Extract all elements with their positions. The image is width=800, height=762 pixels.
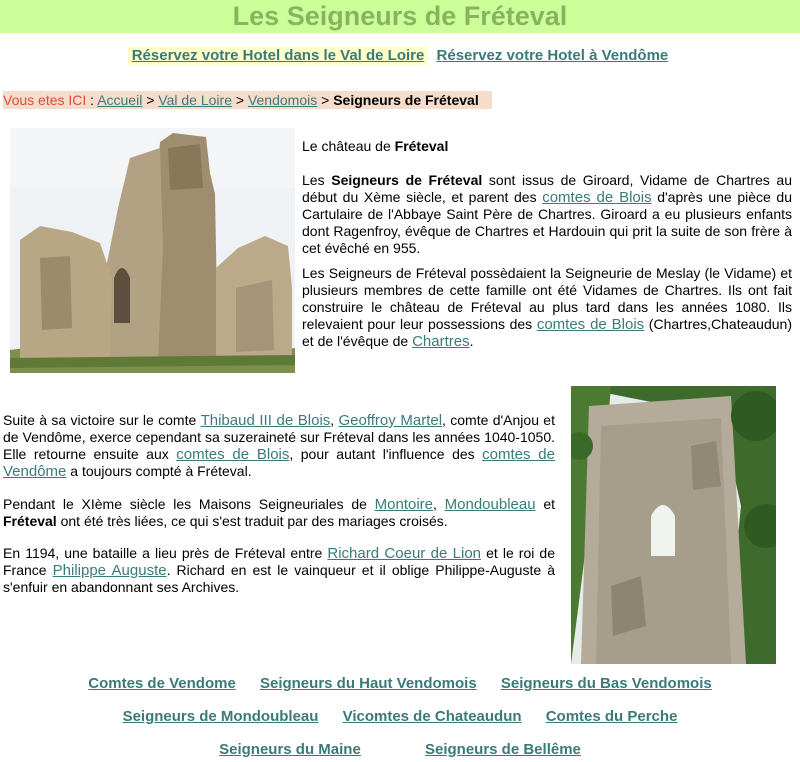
text: , [330, 412, 339, 428]
geoffroy-martel-link[interactable]: Geoffroy Martel [338, 412, 443, 429]
text: (Chartres,Chateaudun) et de l'évêque de [302, 316, 792, 349]
vicomtes-chateaudun-link[interactable]: Vicomtes de Chateaudun [342, 708, 522, 725]
mondoubleau-link[interactable]: Mondoubleau [444, 496, 536, 513]
text: a toujours compté à Fréteval. [66, 463, 252, 479]
text: d'après une pièce du Cartulaire de l'Abbaye Saint Père de Chartres. Giroard a eu plusieurs enfants dont Ragenfroy, évêque de Chartres et Hardouin qui prit la suite de son frère à cet évêché en 955. [302, 189, 792, 256]
breadcrumb-arrow: > [317, 92, 334, 108]
text: . [469, 333, 474, 349]
text: Pendant le XIème siècle les Maisons Seigneuriales de [3, 496, 375, 512]
bold-text: Seigneurs de Fréteval [331, 172, 483, 188]
seigneurs-bas-vendomois-link[interactable]: Seigneurs du Bas Vendomois [500, 675, 712, 692]
breadcrumb-vendomois[interactable]: Vendomois [247, 92, 318, 108]
comtes-de-vendome-footer-link[interactable]: Comtes de Vendome [88, 675, 236, 692]
comtes-de-vendome-link[interactable]: comtes de Vendôme [3, 446, 555, 480]
text: . Richard en est le vainqueur et il oblige Philippe-Auguste à s'enfuir en abandonnant ses Archives. [3, 562, 555, 595]
paragraph-3 [3, 412, 555, 480]
breadcrumb-separator: : [86, 92, 98, 108]
intro-label: Le château de [302, 138, 395, 154]
hotel-links [0, 47, 800, 64]
paragraph-4 [3, 496, 555, 530]
paragraph-2 [302, 265, 792, 350]
text: , comte d'Anjou et de Vendôme, exerce cependant sa suzeraineté sur Fréteval dans les années 1040-1050. Elle retourne ensuite aux [3, 412, 555, 462]
text: ont été très liées, ce qui s'est traduit par des mariages croisés. [56, 513, 448, 529]
text: Suite à sa victoire sur le comte [3, 412, 201, 428]
seigneurs-haut-vendomois-link[interactable]: Seigneurs du Haut Vendomois [259, 675, 477, 692]
bold-text: Fréteval [3, 513, 57, 529]
page-title: Les Seigneurs de Fréteval [232, 1, 568, 31]
comtes-du-perche-link[interactable]: Comtes du Perche [545, 708, 678, 725]
text: , pour autant l'influence des [289, 446, 483, 462]
hotel-vendome-link[interactable]: Réservez votre Hotel à Vendôme [436, 47, 669, 64]
comtes-de-blois-link[interactable]: comtes de Blois [542, 189, 652, 206]
breadcrumb-current: Seigneurs de Fréteval [333, 92, 479, 108]
footer-links-row-1 [0, 675, 800, 692]
breadcrumb-arrow: > [142, 92, 159, 108]
footer-links-row-3 [0, 741, 800, 758]
comtes-de-blois-link[interactable]: comtes de Blois [536, 316, 645, 333]
paragraph-5 [3, 545, 555, 596]
castle-tower-photo [571, 386, 776, 664]
footer-links-row-2 [0, 708, 800, 725]
chartres-link[interactable]: Chartres [412, 333, 470, 350]
text: , [433, 496, 445, 512]
text: Les Seigneurs de Fréteval possèdaient la Seigneurie de Meslay (le Vidame) et plusieurs membres de cette famille ont été Vidames de Chartres. Ils ont fait construire le château de Fréteval au plus tard dans les années 1080. Ils relevaient pour leur possessions des [302, 265, 792, 332]
castle-ruin-photo [10, 128, 295, 373]
breadcrumb-arrow: > [231, 92, 248, 108]
header-bar [0, 0, 800, 33]
breadcrumb [3, 91, 492, 109]
text: sont issus de Giroard, Vidame de Chartres au début du Xème siècle, et parent des [302, 172, 792, 205]
thibaud-iii-link[interactable]: Thibaud III de Blois [200, 412, 331, 429]
montoire-link[interactable]: Montoire [374, 496, 434, 513]
text: En 1194, une bataille a lieu près de Fréteval entre [3, 545, 328, 561]
seigneurs-de-belleme-link[interactable]: Seigneurs de Bellême [424, 741, 581, 758]
philippe-auguste-link[interactable]: Philippe Auguste [52, 562, 167, 579]
richard-coeur-de-lion-link[interactable]: Richard Coeur de Lion [327, 545, 482, 562]
text: Les [302, 172, 332, 188]
intro-caption [302, 138, 792, 155]
comtes-de-blois-link[interactable]: comtes de Blois [176, 446, 290, 463]
intro-bold: Fréteval [394, 138, 449, 154]
seigneurs-mondoubleau-link[interactable]: Seigneurs de Mondoubleau [122, 708, 319, 725]
hotel-val-de-loire-link[interactable]: Réservez votre Hotel dans le Val de Loire [128, 46, 429, 65]
text: et le roi de France [3, 545, 555, 578]
breadcrumb-val-de-loire[interactable]: Val de Loire [158, 92, 232, 108]
paragraph-1 [302, 172, 792, 257]
breadcrumb-prefix: Vous etes ICI [3, 92, 87, 108]
text: et [535, 496, 555, 512]
breadcrumb-accueil[interactable]: Accueil [97, 92, 143, 108]
seigneurs-du-maine-link[interactable]: Seigneurs du Maine [219, 741, 361, 758]
